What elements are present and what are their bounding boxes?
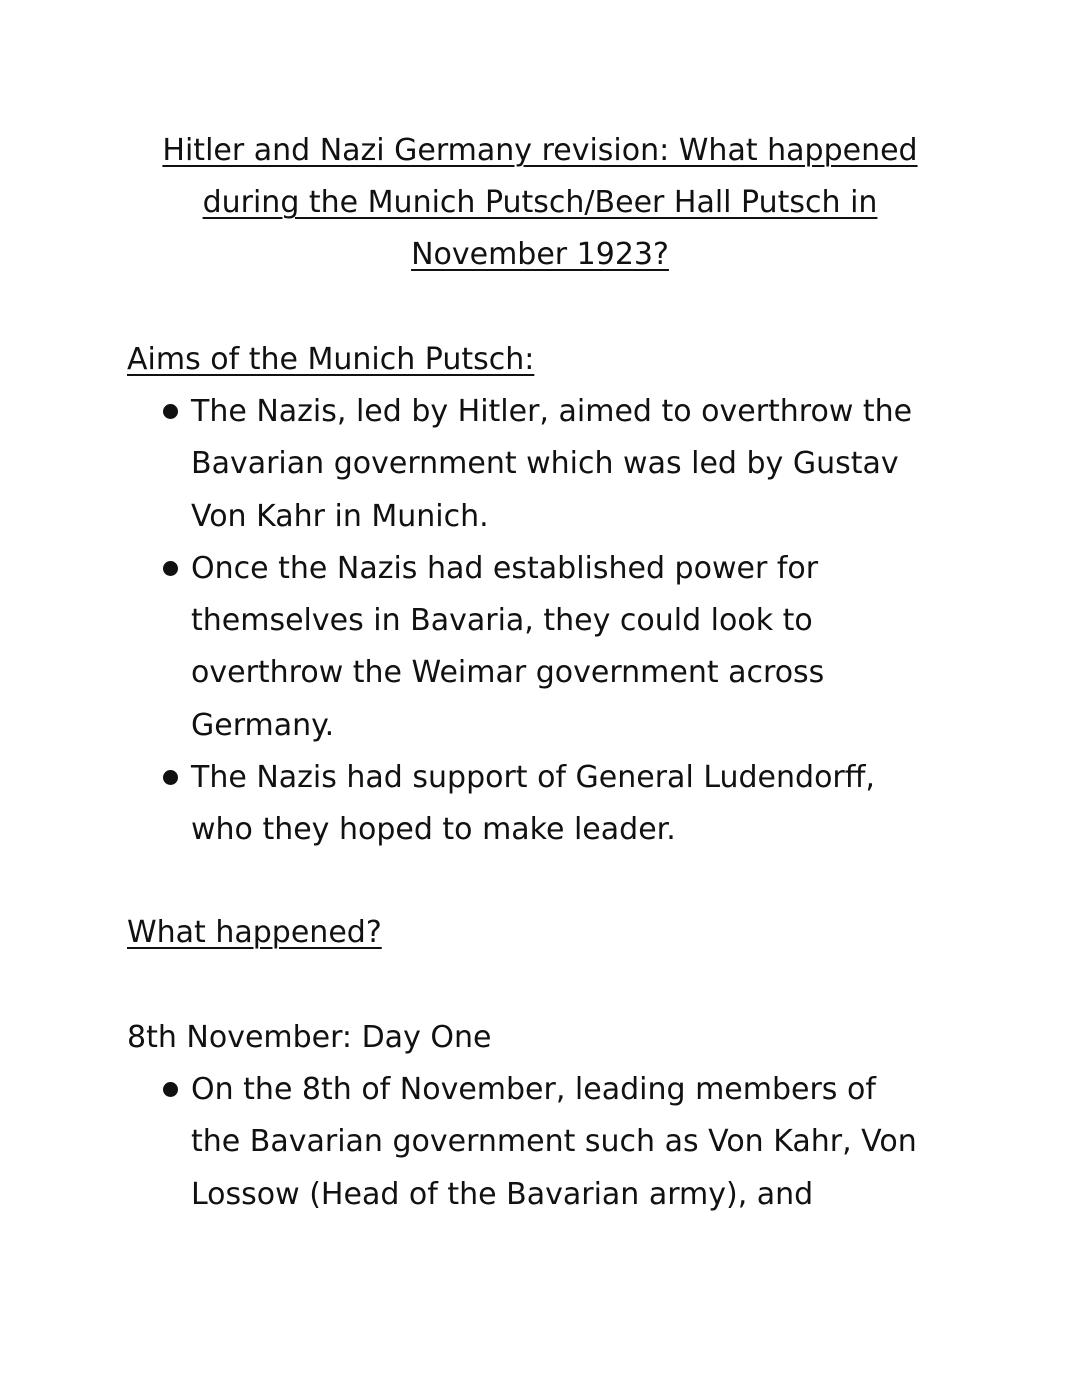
bullet-text-line: Once the Nazis had established power for: [191, 550, 819, 586]
list-item: [160, 752, 960, 857]
what-happened-heading: What happened?: [127, 915, 382, 950]
bullet-text-line: Germany.: [191, 707, 335, 743]
bullet-text-line: overthrow the Weimar government across: [191, 655, 825, 691]
aims-heading: Aims of the Munich Putsch:: [127, 342, 535, 377]
list-item: [160, 1064, 960, 1221]
page-title: [150, 125, 930, 281]
list-item: [160, 543, 960, 752]
bullet-text-line: Lossow (Head of the Bavarian army), and: [191, 1176, 814, 1212]
bullet-text-line: the Bavarian government such as Von Kahr, Von: [191, 1124, 917, 1160]
bullet-icon: [163, 561, 178, 576]
bullet-icon: [163, 404, 178, 419]
title-line: during the Munich Putsch/Beer Hall Putsch in: [202, 185, 878, 220]
day-one-bullet-list: [160, 1064, 960, 1221]
bullet-text-line: Bavarian government which was led by Gustav: [191, 446, 899, 482]
bullet-text-line: The Nazis had support of General Ludendorff,: [191, 760, 875, 796]
bullet-text-line: On the 8th of November, leading members of: [191, 1072, 876, 1107]
bullet-icon: [163, 1082, 178, 1097]
day-one-subheading: 8th November: Day One: [127, 1020, 492, 1055]
bullet-icon: [163, 770, 178, 785]
bullet-text-line: themselves in Bavaria, they could look to: [191, 603, 813, 639]
title-line: November 1923?: [411, 237, 669, 272]
bullet-text-line: The Nazis, led by Hitler, aimed to overthrow the: [191, 394, 913, 429]
bullet-text-line: Von Kahr in Munich.: [191, 498, 489, 534]
aims-bullet-list: [160, 386, 960, 857]
list-item: [160, 386, 960, 543]
title-line: Hitler and Nazi Germany revision: What happened: [162, 133, 918, 168]
bullet-text-line: who they hoped to make leader.: [191, 812, 676, 848]
